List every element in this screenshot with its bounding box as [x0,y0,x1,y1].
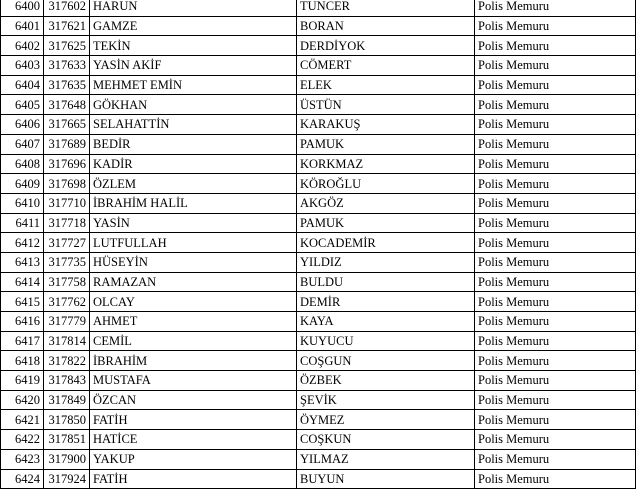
cell-first-name: İBRAHİM HALİL [90,193,297,213]
cell-surname: YILDIZ [297,252,475,272]
cell-surname: KÖROĞLU [297,174,475,194]
cell-registry-number: 317633 [44,56,90,76]
cell-first-name: BEDİR [90,134,297,154]
cell-registry-number: 317696 [44,154,90,174]
table-row [1,174,636,194]
cell-first-name: ÖZLEM [90,174,297,194]
cell-first-name: LUTFULLAH [90,233,297,253]
cell-position: Polis Memuru [475,371,636,391]
cell-first-name: İBRAHİM [90,351,297,371]
cell-surname: YILMAZ [297,449,475,469]
table-row [1,469,636,489]
cell-registry-number: 317849 [44,390,90,410]
cell-registry-number: 317718 [44,213,90,233]
cell-sequence: 6402 [1,36,44,56]
cell-sequence: 6423 [1,449,44,469]
cell-first-name: YAKUP [90,449,297,469]
table-row [1,371,636,391]
cell-sequence: 6420 [1,390,44,410]
cell-registry-number: 317900 [44,449,90,469]
table-body [1,0,636,489]
table-row [1,292,636,312]
cell-sequence: 6416 [1,312,44,332]
cell-sequence: 6406 [1,115,44,135]
cell-sequence: 6418 [1,351,44,371]
cell-surname: PAMUK [297,213,475,233]
cell-sequence: 6422 [1,430,44,450]
cell-position: Polis Memuru [475,292,636,312]
cell-sequence: 6405 [1,95,44,115]
table-row [1,331,636,351]
table-row [1,449,636,469]
cell-registry-number: 317851 [44,430,90,450]
cell-registry-number: 317727 [44,233,90,253]
cell-first-name: YASİN [90,213,297,233]
cell-position: Polis Memuru [475,272,636,292]
cell-surname: AKGÖZ [297,193,475,213]
cell-position: Polis Memuru [475,56,636,76]
cell-first-name: AHMET [90,312,297,332]
table-row [1,16,636,36]
cell-registry-number: 317758 [44,272,90,292]
cell-first-name: FATİH [90,469,297,489]
cell-sequence: 6404 [1,75,44,95]
cell-sequence: 6413 [1,252,44,272]
table-row [1,36,636,56]
cell-surname: COŞKUN [297,430,475,450]
table-row [1,193,636,213]
cell-surname: ÖZBEK [297,371,475,391]
cell-position: Polis Memuru [475,469,636,489]
cell-first-name: HÜSEYİN [90,252,297,272]
cell-sequence: 6407 [1,134,44,154]
cell-position: Polis Memuru [475,430,636,450]
cell-first-name: MUSTAFA [90,371,297,391]
cell-registry-number: 317665 [44,115,90,135]
cell-registry-number: 317850 [44,410,90,430]
cell-position: Polis Memuru [475,312,636,332]
cell-position: Polis Memuru [475,154,636,174]
cell-position: Polis Memuru [475,75,636,95]
cell-surname: ELEK [297,75,475,95]
cell-registry-number: 317735 [44,252,90,272]
cell-registry-number: 317635 [44,75,90,95]
cell-position: Polis Memuru [475,410,636,430]
cell-registry-number: 317843 [44,371,90,391]
cell-registry-number: 317822 [44,351,90,371]
cell-first-name: FATİH [90,410,297,430]
cell-registry-number: 317924 [44,469,90,489]
cell-sequence: 6419 [1,371,44,391]
cell-position: Polis Memuru [475,193,636,213]
cell-surname: BUYUN [297,469,475,489]
cell-sequence: 6421 [1,410,44,430]
cell-registry-number: 317625 [44,36,90,56]
table-row [1,213,636,233]
cell-registry-number: 317621 [44,16,90,36]
cell-registry-number: 317698 [44,174,90,194]
cell-position: Polis Memuru [475,36,636,56]
cell-sequence: 6410 [1,193,44,213]
cell-first-name: GAMZE [90,16,297,36]
cell-surname: KAYA [297,312,475,332]
cell-sequence: 6424 [1,469,44,489]
cell-position: Polis Memuru [475,351,636,371]
cell-sequence: 6409 [1,174,44,194]
cell-first-name: YASİN AKİF [90,56,297,76]
cell-registry-number: 317779 [44,312,90,332]
table-row [1,154,636,174]
cell-surname: BORAN [297,16,475,36]
cell-first-name: GÖKHAN [90,95,297,115]
cell-sequence: 6412 [1,233,44,253]
cell-position: Polis Memuru [475,0,636,16]
cell-registry-number: 317814 [44,331,90,351]
table-row [1,272,636,292]
cell-position: Polis Memuru [475,331,636,351]
cell-first-name: HARUN [90,0,297,16]
cell-position: Polis Memuru [475,449,636,469]
cell-position: Polis Memuru [475,115,636,135]
cell-position: Polis Memuru [475,233,636,253]
cell-surname: COŞGUN [297,351,475,371]
cell-surname: KOCADEMİR [297,233,475,253]
cell-surname: PAMUK [297,134,475,154]
cell-position: Polis Memuru [475,16,636,36]
cell-first-name: TEKİN [90,36,297,56]
table-row [1,56,636,76]
cell-surname: DERDİYOK [297,36,475,56]
cell-surname: DEMİR [297,292,475,312]
cell-first-name: KADİR [90,154,297,174]
cell-position: Polis Memuru [475,174,636,194]
cell-first-name: CEMİL [90,331,297,351]
cell-registry-number: 317762 [44,292,90,312]
cell-sequence: 6401 [1,16,44,36]
table-row [1,115,636,135]
table-row [1,95,636,115]
cell-first-name: ÖZCAN [90,390,297,410]
cell-surname: ÖYMEZ [297,410,475,430]
table-row [1,410,636,430]
cell-position: Polis Memuru [475,134,636,154]
table-row [1,75,636,95]
table-row [1,0,636,16]
cell-sequence: 6400 [1,0,44,16]
cell-sequence: 6403 [1,56,44,76]
cell-registry-number: 317689 [44,134,90,154]
table-row [1,134,636,154]
cell-surname: ÜSTÜN [297,95,475,115]
table-row [1,312,636,332]
cell-sequence: 6408 [1,154,44,174]
cell-position: Polis Memuru [475,252,636,272]
cell-registry-number: 317648 [44,95,90,115]
cell-position: Polis Memuru [475,213,636,233]
cell-surname: ŞEVİK [297,390,475,410]
cell-surname: KUYUCU [297,331,475,351]
cell-position: Polis Memuru [475,390,636,410]
cell-position: Polis Memuru [475,95,636,115]
cell-surname: CÖMERT [297,56,475,76]
cell-surname: KARAKUŞ [297,115,475,135]
cell-sequence: 6417 [1,331,44,351]
cell-first-name: OLCAY [90,292,297,312]
table-row [1,233,636,253]
cell-first-name: MEHMET EMİN [90,75,297,95]
cell-sequence: 6415 [1,292,44,312]
cell-registry-number: 317602 [44,0,90,16]
table-row [1,390,636,410]
table-row [1,351,636,371]
table-row [1,430,636,450]
cell-first-name: RAMAZAN [90,272,297,292]
cell-registry-number: 317710 [44,193,90,213]
cell-first-name: HATİCE [90,430,297,450]
cell-surname: BULDU [297,272,475,292]
cell-first-name: SELAHATTİN [90,115,297,135]
cell-surname: TUNCER [297,0,475,16]
cell-sequence: 6414 [1,272,44,292]
table-row [1,252,636,272]
cell-surname: KORKMAZ [297,154,475,174]
cell-sequence: 6411 [1,213,44,233]
